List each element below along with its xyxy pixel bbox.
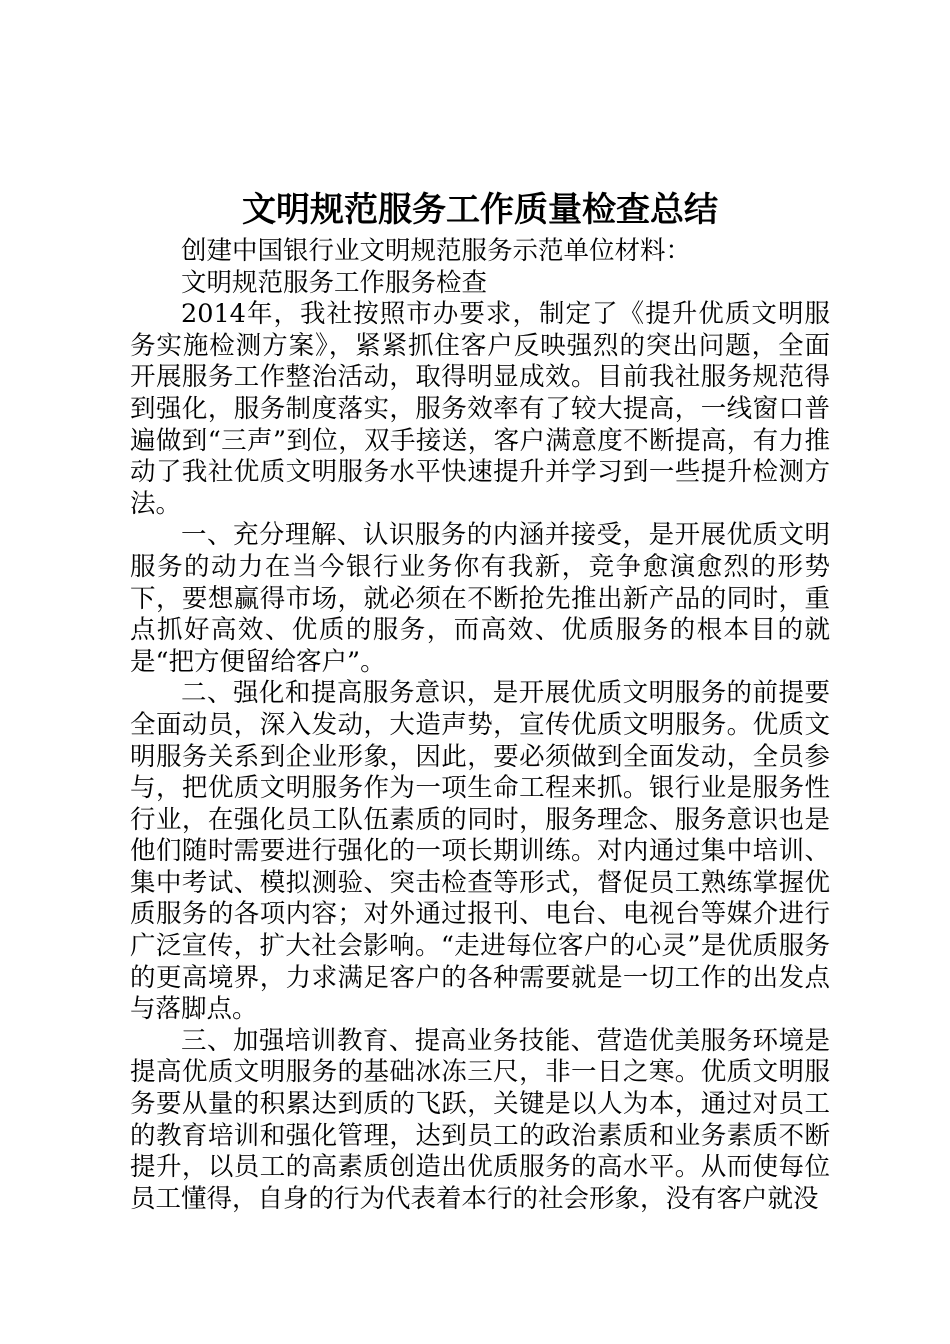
paragraph-subtitle: 创建中国银行业文明规范服务示范单位材料： (181, 236, 692, 266)
paragraph-section-heading: 文明规范服务工作服务检查 (181, 267, 488, 298)
paragraph-point-two: 二、强化和提高服务意识，是开展优质文明服务的前提要全面动员，深入发动，大造声势，宣传优质文明服务。优质文明服务关系到企业形象，因此，要必须做到全面发动，全员参与，把优质文明服务作为一项生命工程来抓。银行业是服务性行业，在强化员工队伍素质的同时，服务理念、服务意识也是他们随时需要进行强化的一项长期训练。对内通过集中培训、集中考试、模拟测验、突击检查等形式，督促员工熟练掌握优质服务的各项内容；对外通过报刊、电台、电视台等媒介进行广泛宣传，扩大社会影响。“走进每位客户的心灵”是优质服务的更高境界，力求满足客户的各种需要就是一切工作的出发点与落脚点。 (130, 678, 830, 1025)
document-title: 文明规范服务工作质量检查总结 (242, 190, 718, 230)
paragraph-point-three: 三、加强培训教育、提高业务技能、营造优美服务环境是提高优质文明服务的基础冰冻三尺，非一日之寒。优质文明服务要从量的积累达到质的飞跃，关键是以人为本，通过对员工的教育培训和强化管理，达到员工的政治素质和业务素质不断提升，以员工的高素质创造出优质服务的高水平。从而使每位员工懂得，自身的行为代表着本行的社会形象，没有客户就没 (130, 1025, 830, 1214)
document-body (130, 236, 830, 1215)
paragraph-intro: 2014年，我社按照市办要求，制定了《提升优质文明服务实施检测方案》，紧紧抓住客户反映强烈的突出问题，全面开展服务工作整治活动，取得明显成效。目前我社服务规范得到强化，服务制度落实，服务效率有了较大提高，一线窗口普遍做到“三声”到位，双手接送，客户满意度不断提高，有力推动了我社优质文明服务水平快速提升并学习到一些提升检测方法。 (130, 299, 830, 519)
paragraph-point-one: 一、充分理解、认识服务的内涵并接受，是开展优质文明服务的动力在当今银行业务你有我新，竞争愈演愈烈的形势下，要想赢得市场，就必须在不断抢先推出新产品的同时，重点抓好高效、优质的服务，而高效、优质服务的根本目的就是“把方便留给客户”。 (130, 520, 830, 677)
